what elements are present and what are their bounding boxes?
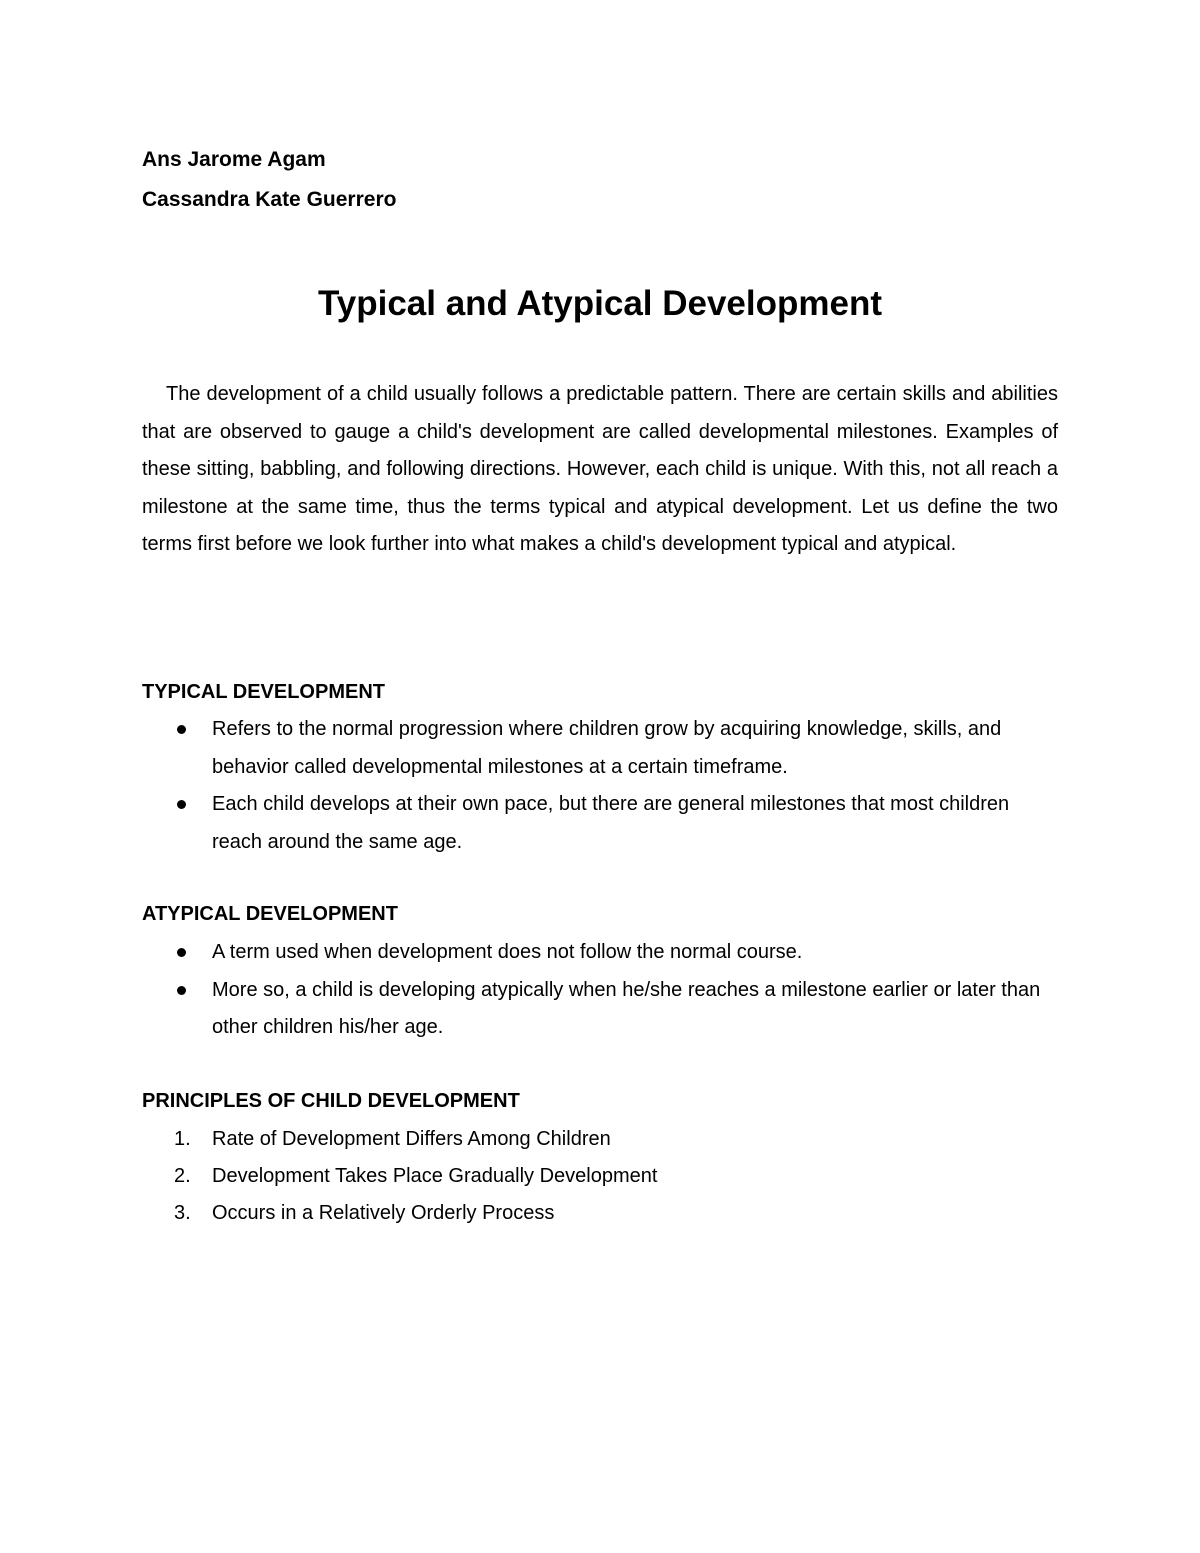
author-name: Cassandra Kate Guerrero: [142, 188, 397, 211]
list-item-text: Each child develops at their own pace, but there are general milestones that most children reach around the same age.: [212, 793, 1010, 853]
list-item: [142, 1158, 1062, 1195]
typical-development-heading: TYPICAL DEVELOPMENT: [142, 681, 385, 703]
list-item: [142, 972, 1062, 1047]
document-title: Typical and Atypical Development: [317, 284, 883, 323]
author-name: Ans Jarome Agam: [142, 148, 326, 171]
list-item-text: Refers to the normal progression where children grow by acquiring knowledge, skills, and behavior called developmental milestones at a certain timeframe.: [212, 718, 1002, 778]
list-number: 2.: [174, 1165, 191, 1187]
bullet-icon: [177, 725, 186, 734]
list-item: [142, 1121, 1062, 1158]
list-item-text: A term used when development does not follow the normal course.: [212, 941, 803, 963]
list-item-text: Development Takes Place Gradually Development: [212, 1165, 658, 1187]
list-item-text: Rate of Development Differs Among Children: [212, 1128, 611, 1150]
atypical-development-heading: ATYPICAL DEVELOPMENT: [142, 903, 398, 925]
list-item: [142, 1195, 1062, 1232]
list-item: [142, 711, 1062, 786]
typical-development-list: [142, 711, 1062, 861]
list-item: [142, 786, 1062, 861]
list-item-text: Occurs in a Relatively Orderly Process: [212, 1202, 555, 1224]
bullet-icon: [177, 986, 186, 995]
bullet-icon: [177, 948, 186, 957]
principles-heading: PRINCIPLES OF CHILD DEVELOPMENT: [142, 1090, 520, 1112]
list-item-text: More so, a child is developing atypically when he/she reaches a milestone earlier or later than other children his/her age.: [212, 978, 1041, 1038]
list-number: 3.: [174, 1202, 191, 1224]
author-block: [142, 140, 396, 220]
list-number: 1.: [174, 1128, 191, 1150]
list-item: [142, 934, 1062, 972]
intro-paragraph: The development of a child usually follows a predictable pattern. There are certain skills and abilities that are observed to gauge a child's development are called developmental milestones. Examples of these sitting, babbling, and following directions. However, each child is unique. With this, not all reach a milestone at the same time, thus the terms typical and atypical development. Let us define the two terms first before we look further into what makes a child's development typical and atypical.: [142, 383, 1058, 556]
bullet-icon: [177, 800, 186, 809]
atypical-development-list: [142, 934, 1062, 1047]
principles-list: [142, 1121, 1062, 1232]
